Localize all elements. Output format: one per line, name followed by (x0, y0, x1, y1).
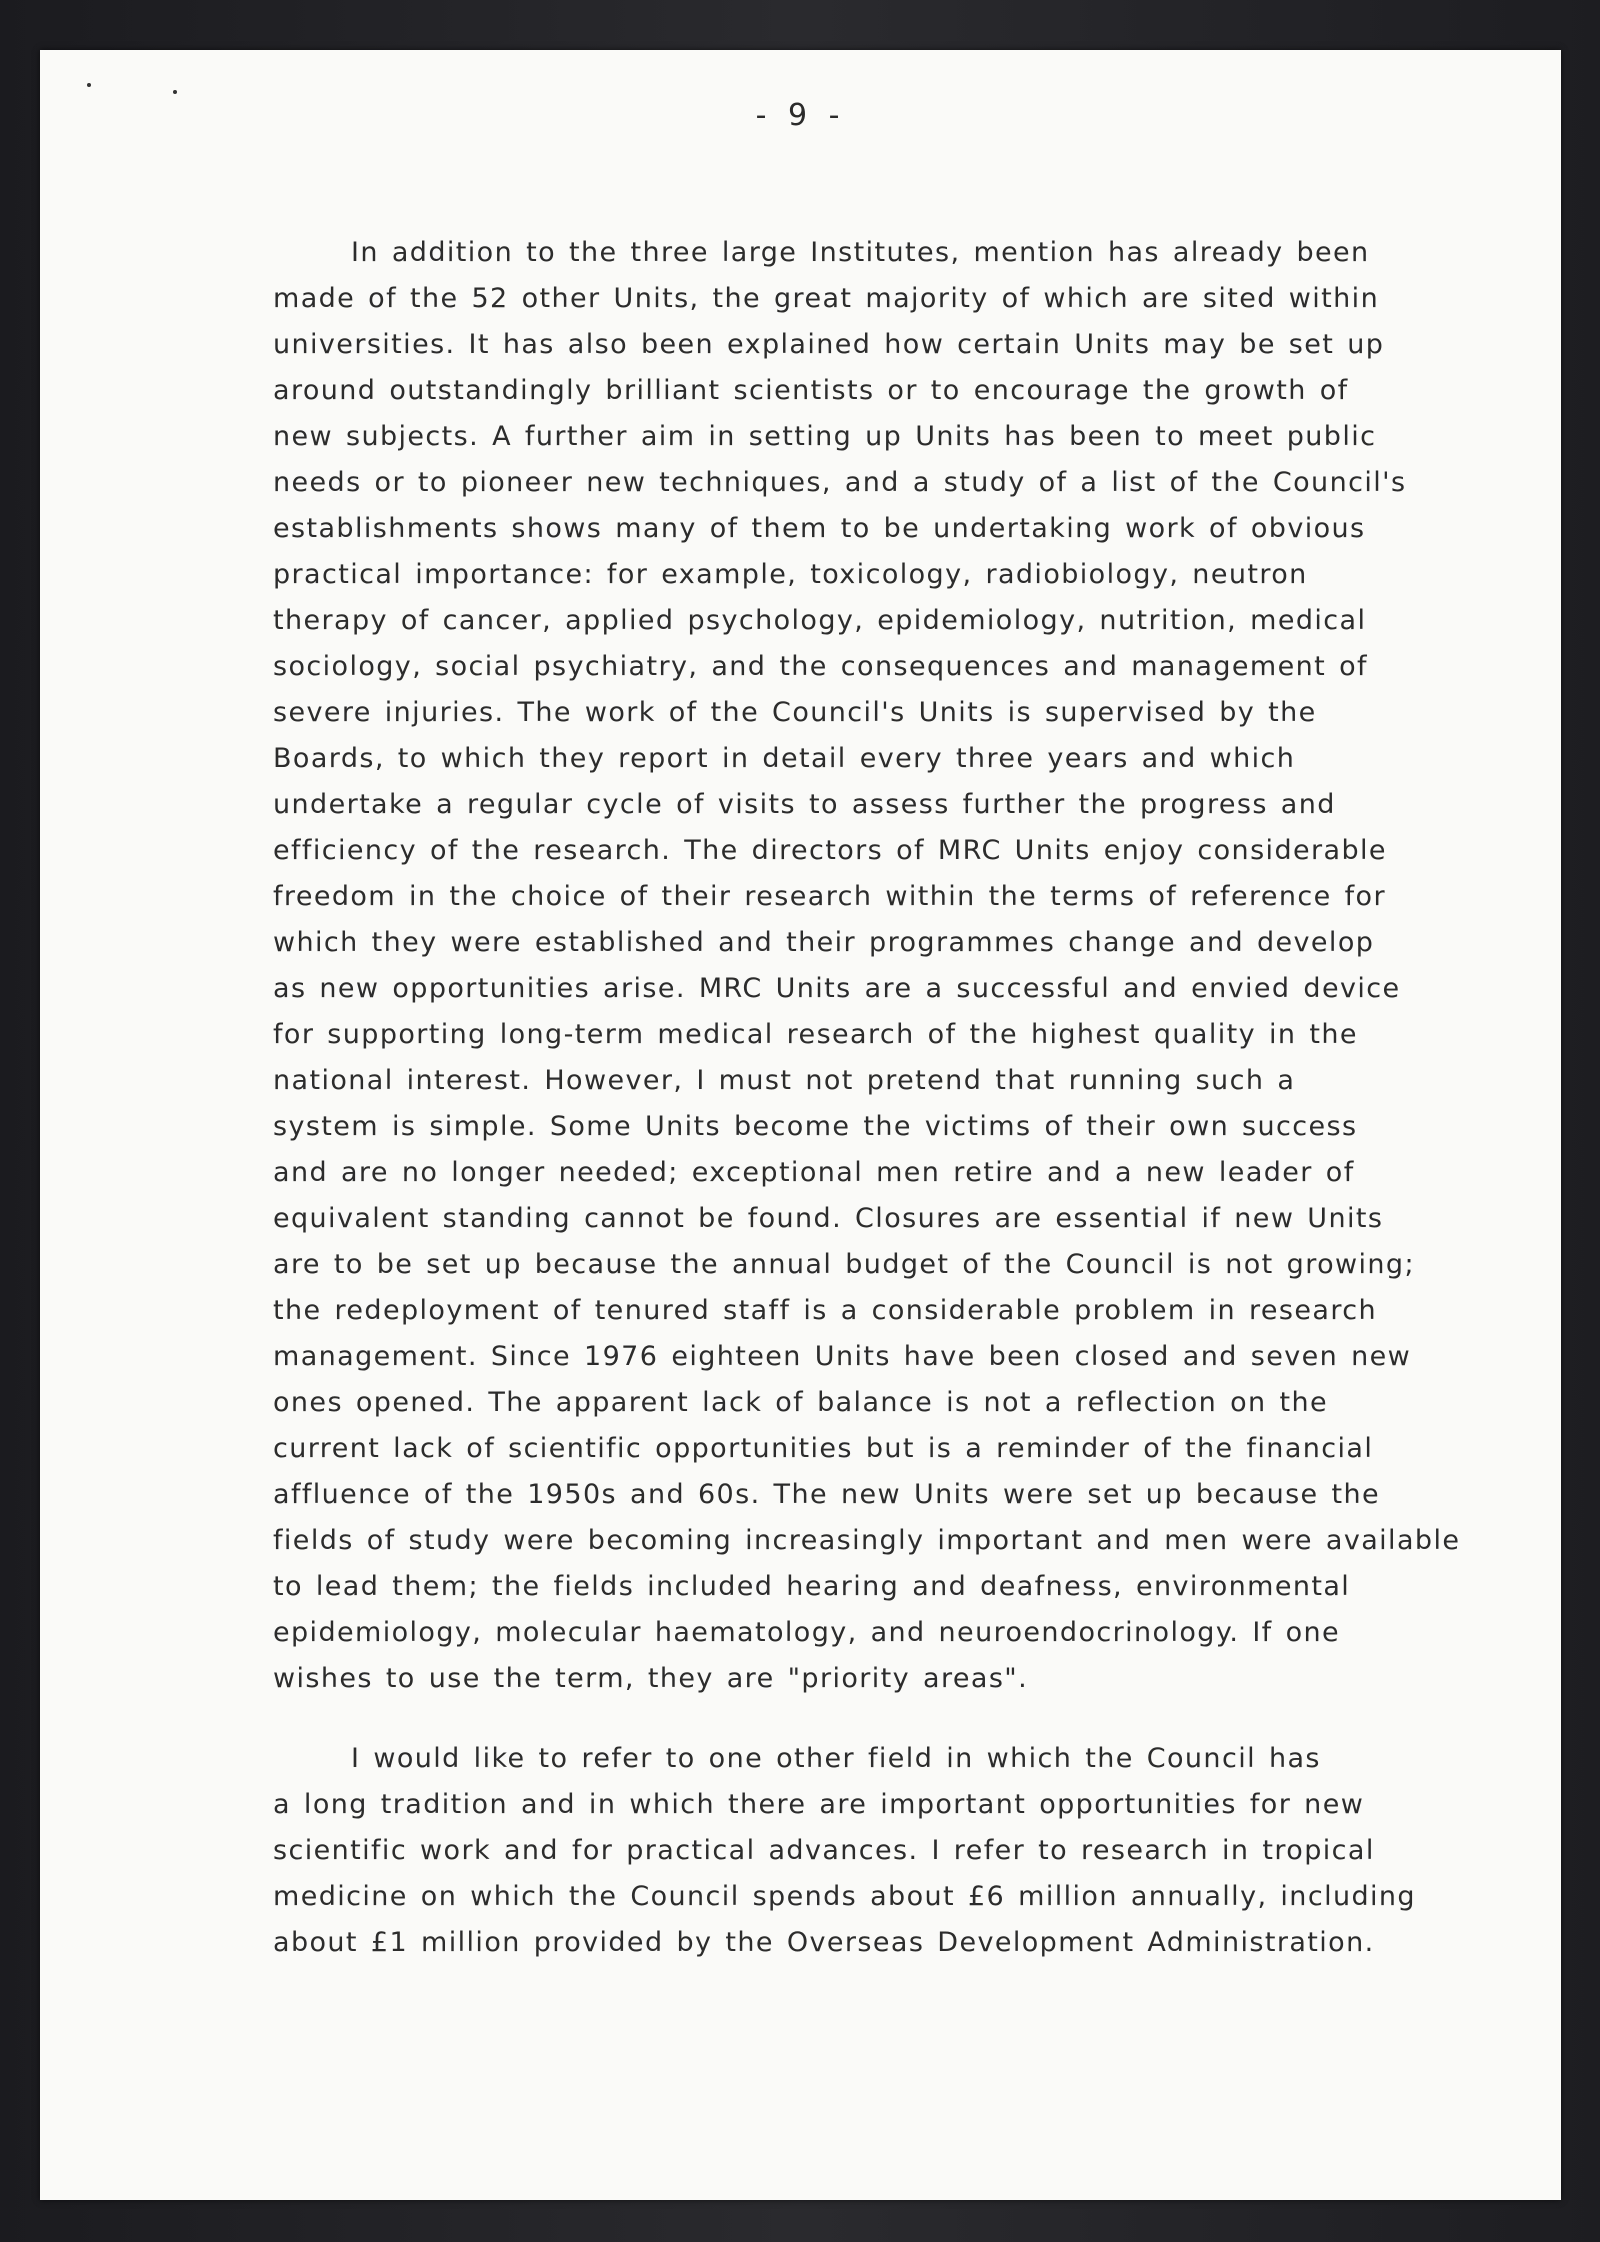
text-line: a long tradition and in which there are important opportunities for new (273, 1789, 1365, 1820)
text-line: equivalent standing cannot be found. Closures are essential if new Units (273, 1203, 1384, 1234)
text-line: as new opportunities arise. MRC Units are a successful and envied device (273, 973, 1401, 1004)
text-line: affluence of the 1950s and 60s. The new Units were set up because the (273, 1479, 1381, 1510)
text-line: the redeployment of tenured staff is a considerable problem in research (273, 1295, 1378, 1326)
text-line: universities. It has also been explained how certain Units may be set up (273, 329, 1385, 360)
text-line: sociology, social psychiatry, and the consequences and management of (273, 651, 1368, 682)
text-line: In addition to the three large Institutes, mention has already been (351, 237, 1370, 268)
document-page (40, 50, 1561, 2200)
text-line: establishments shows many of them to be undertaking work of obvious (273, 513, 1366, 544)
text-line: practical importance: for example, toxicology, radiobiology, neutron (273, 559, 1308, 590)
text-line: new subjects. A further aim in setting up Units has been to meet public (273, 421, 1377, 452)
text-line: around outstandingly brilliant scientists or to encourage the growth of (273, 375, 1349, 406)
text-line: ones opened. The apparent lack of balance is not a reflection on the (273, 1387, 1329, 1418)
text-line: are to be set up because the annual budget of the Council is not growing; (273, 1249, 1415, 1280)
text-line: made of the 52 other Units, the great majority of which are sited within (273, 283, 1380, 314)
text-line: and are no longer needed; exceptional men retire and a new leader of (273, 1157, 1355, 1188)
text-line: system is simple. Some Units become the victims of their own success (273, 1111, 1358, 1142)
text-line: national interest. However, I must not pretend that running such a (273, 1065, 1296, 1096)
text-line: management. Since 1976 eighteen Units have been closed and seven new (273, 1341, 1412, 1372)
paper-speck (87, 83, 91, 87)
document-body (273, 230, 1503, 1966)
text-line: fields of study were becoming increasingly important and men were available (273, 1525, 1461, 1556)
text-line: current lack of scientific opportunities but is a reminder of the financial (273, 1433, 1374, 1464)
text-line: wishes to use the term, they are "priority areas". (273, 1663, 1029, 1694)
paper-speck (173, 90, 177, 94)
page-number: - 9 - (755, 98, 846, 133)
paragraph-units (273, 230, 1503, 1702)
text-line: freedom in the choice of their research within the terms of reference for (273, 881, 1386, 912)
text-line: for supporting long-term medical research of the highest quality in the (273, 1019, 1358, 1050)
text-line: Boards, to which they report in detail every three years and which (273, 743, 1296, 774)
text-line: severe injuries. The work of the Council's Units is supervised by the (273, 697, 1317, 728)
text-line: efficiency of the research. The directors of MRC Units enjoy considerable (273, 835, 1387, 866)
text-line: needs or to pioneer new techniques, and a study of a list of the Council's (273, 467, 1407, 498)
text-line: epidemiology, molecular haematology, and neuroendocrinology. If one (273, 1617, 1341, 1648)
text-line: about £1 million provided by the Overseas Development Administration. (273, 1927, 1375, 1958)
text-line: I would like to refer to one other field in which the Council has (351, 1743, 1321, 1774)
text-line: undertake a regular cycle of visits to assess further the progress and (273, 789, 1336, 820)
text-line: to lead them; the fields included hearing and deafness, environmental (273, 1571, 1351, 1602)
text-line: medicine on which the Council spends about £6 million annually, including (273, 1881, 1416, 1912)
text-line: which they were established and their programmes change and develop (273, 927, 1375, 958)
text-line: scientific work and for practical advances. I refer to research in tropical (273, 1835, 1375, 1866)
text-line: therapy of cancer, applied psychology, epidemiology, nutrition, medical (273, 605, 1367, 636)
paragraph-tropical-medicine (273, 1736, 1503, 1966)
